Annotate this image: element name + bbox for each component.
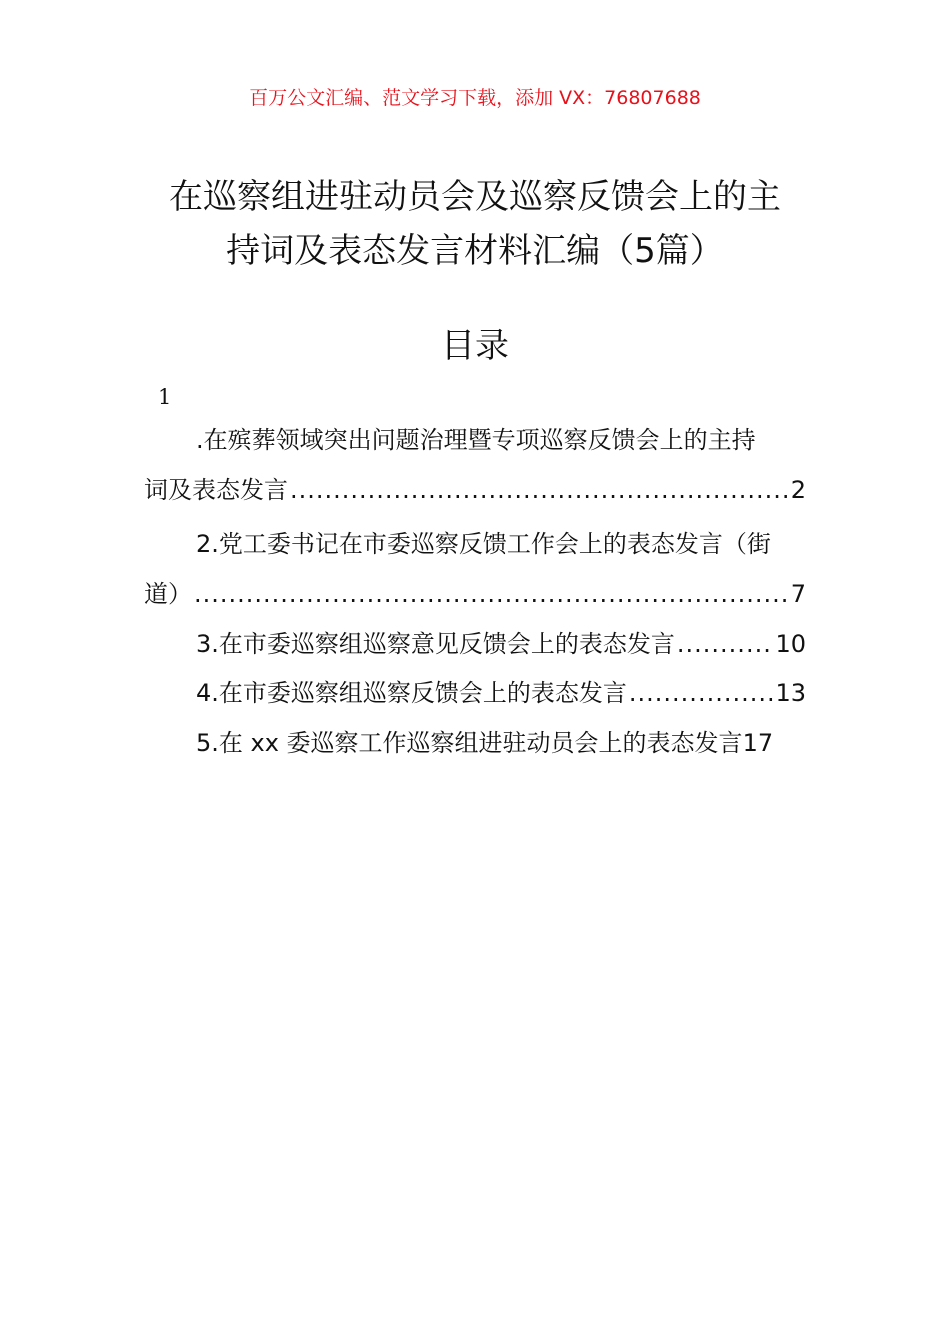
document-title [140,170,810,278]
toc-item-1-line-2[interactable] [144,474,806,506]
toc-item-4[interactable] [196,677,806,709]
toc-item-1-text: 词及表态发言 [144,476,288,504]
toc-item-2-line-2[interactable] [144,578,806,610]
toc-item-2-text: 道） [144,580,192,608]
toc-item-4-page: 13 [775,679,806,707]
title-line-1: 在巡察组进驻动员会及巡察反馈会上的主 [169,177,781,217]
title-line-2: 持词及表态发言材料汇编（5篇） [226,231,724,271]
toc-item-3[interactable] [196,628,806,660]
toc-leader-dots [629,677,774,709]
toc-item-2-line-1[interactable]: 2.党工委书记在市委巡察反馈工作会上的表态发言（街 [196,530,771,558]
header-note: 百万公文汇编、范文学习下载，添加 VX：76807688 [249,87,701,109]
toc-item-2-page: 7 [790,580,806,608]
toc-item-3-text: 3.在市委巡察组巡察意见反馈会上的表态发言 [196,630,675,658]
toc-item-5[interactable] [196,727,806,759]
toc-item-4-text: 4.在市委巡察组巡察反馈会上的表态发言 [196,679,627,707]
toc-leader-dots [290,474,789,506]
toc-item-1-line-1[interactable]: .在殡葬领域突出问题治理暨专项巡察反馈会上的主持 [196,426,756,454]
toc-item-5-text: 5.在 xx 委巡察工作巡察组进驻动员会上的表态发言 [196,729,743,757]
toc-item-5-page: 17 [742,729,774,757]
toc-item-3-page: 10 [775,630,806,658]
toc-leader-dots [194,578,789,610]
toc-heading: 目录 [441,326,509,366]
toc-marker: 1 [158,385,172,409]
toc-item-1-page: 2 [790,476,806,504]
toc-leader-dots [677,628,774,660]
